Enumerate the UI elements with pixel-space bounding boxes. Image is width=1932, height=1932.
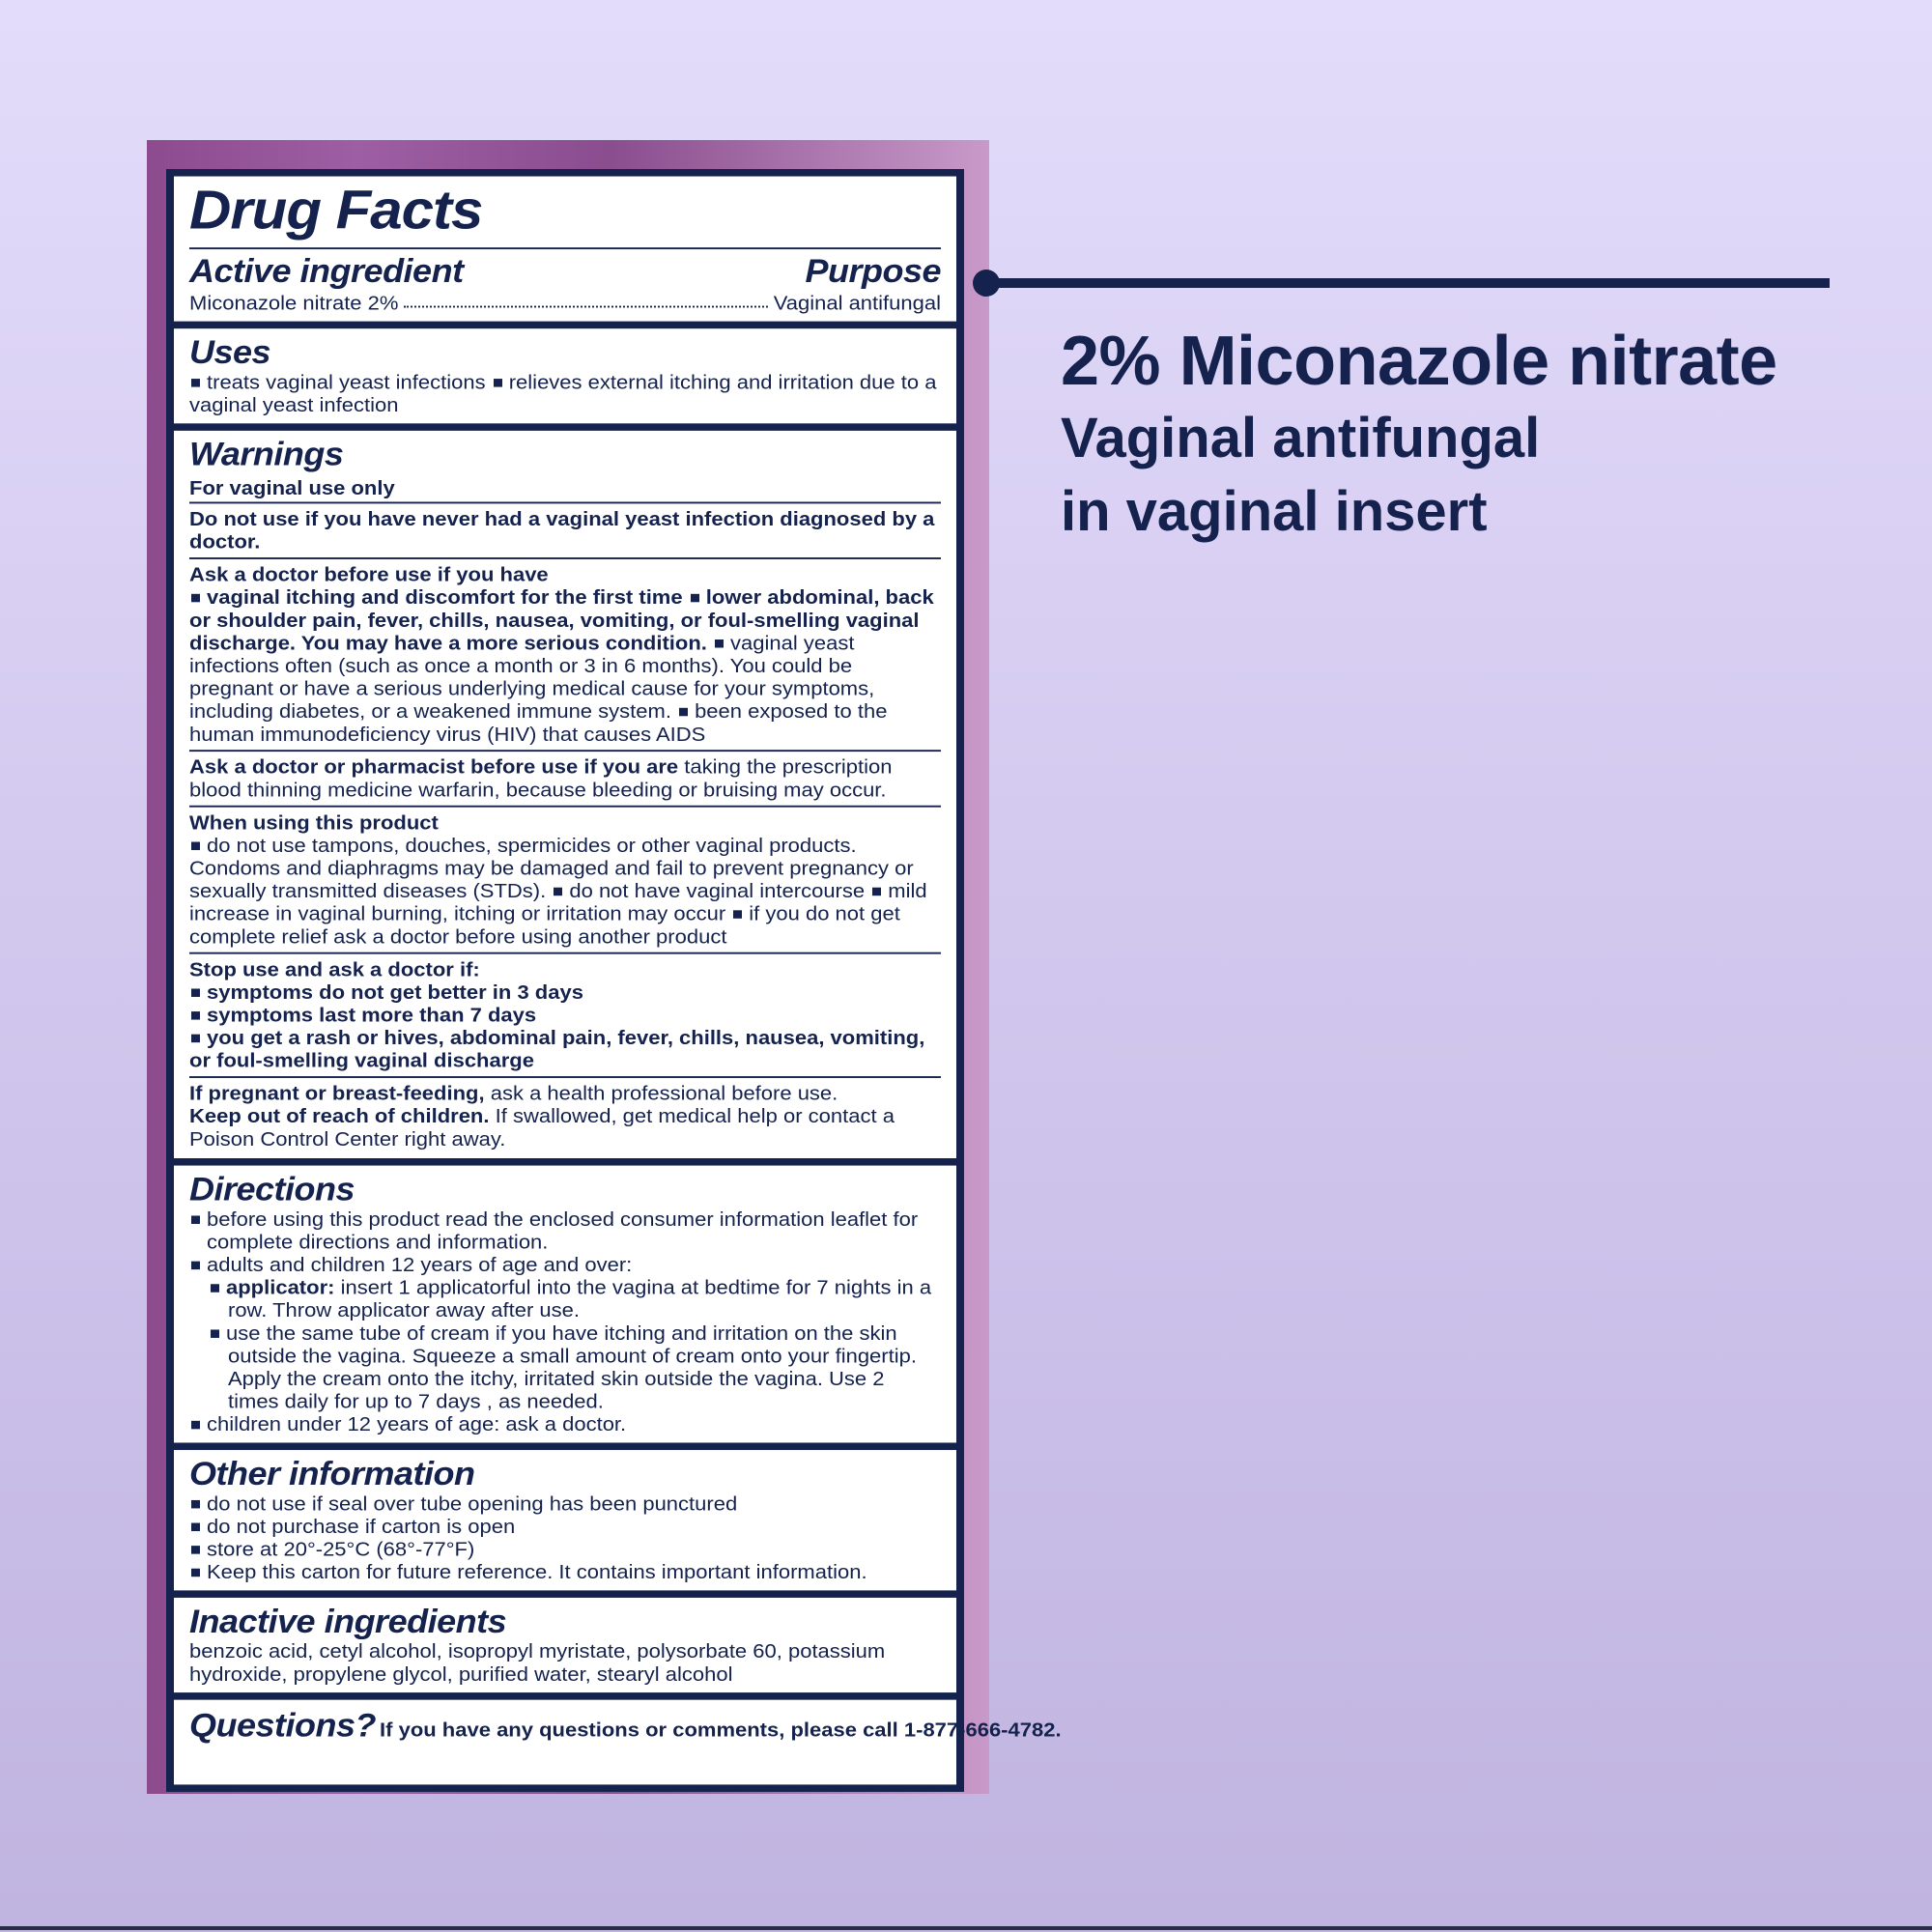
ask-doctor-block (189, 557, 941, 750)
drug-facts-label (166, 169, 1062, 1792)
bullet-icon (679, 707, 688, 715)
other-information-heading: Other information (189, 1454, 475, 1492)
warnings-heading: Warnings (189, 435, 344, 473)
questions-text: If you have any questions or comments, please call 1-877-666-4782. (380, 1718, 1062, 1742)
when-using-heading: When using this product (189, 810, 439, 835)
bullet-icon (191, 1421, 200, 1429)
bullet-icon (191, 1261, 200, 1268)
ask-doctor-item: lower abdominal, back or shoulder pain, fever, chills, nausea, vomiting, or foul-smelling vaginal discharge. You may have a more serious condition. (189, 585, 934, 655)
when-using-item: do not use tampons, douches, spermicides or other vaginal products. Condoms and diaphragms may be damaged and fail to prevent pregnancy or sexually transmitted diseases (STDs). (189, 834, 914, 902)
when-using-block (189, 806, 941, 952)
questions-section (174, 1700, 1062, 1751)
uses-item: relieves external itching and irritation due to a vaginal yeast infection (189, 370, 937, 416)
bullet-icon (715, 639, 724, 647)
directions-item: before using this product read the enclosed consumer information leaflet for complete directions and information. (207, 1207, 919, 1254)
bullet-icon (494, 379, 502, 386)
directions-item: children under 12 years of age: ask a doctor. (207, 1412, 627, 1435)
pregnant-text: ask a health professional before use. (490, 1081, 838, 1105)
bullet-icon (191, 379, 200, 386)
pregnancy-block (189, 1076, 941, 1154)
directions-section (174, 1166, 956, 1450)
bullet-icon (733, 910, 742, 918)
when-using-item: if you do not get complete relief ask a doctor before using another product (189, 901, 900, 949)
pharmacist-text: taking the prescription blood thinning medicine warfarin, because bleeding or bruising may occur. (189, 754, 893, 802)
directions-heading: Directions (189, 1170, 355, 1208)
drug-facts-panel (147, 140, 1062, 1794)
bottom-divider (0, 1926, 1932, 1930)
bullet-icon (191, 1568, 200, 1576)
other-information-text (189, 1492, 941, 1582)
ask-doctor-item: been exposed to the human immunodeficiency virus (HIV) that causes AIDS (189, 699, 888, 746)
other-information-item: store at 20°-25°C (68°-77°F) (207, 1537, 475, 1561)
bullet-icon (554, 887, 562, 895)
drug-facts-header-section (174, 177, 956, 329)
pharmacist-block (189, 750, 941, 806)
bullet-icon (691, 594, 699, 602)
directions-item: adults and children 12 years of age and over: (207, 1253, 633, 1276)
callout-connector-dot (973, 270, 1000, 297)
uses-heading: Uses (189, 332, 271, 371)
other-information-item: do not use if seal over tube opening has been punctured (207, 1492, 738, 1516)
callout-subline: in vaginal insert (1061, 480, 1488, 543)
active-ingredient-heading: Active ingredient (189, 251, 464, 290)
stop-use-item: you get a rash or hives, abdominal pain, fever, chills, nausea, vomiting, or foul-smelling vaginal discharge (189, 1026, 925, 1072)
inactive-ingredients-section (174, 1598, 956, 1700)
ask-doctor-item: vaginal yeast infections often (such as once a month or 3 in 6 months). You could be pregnant or have a serious underlying medical cause for your symptoms, including diabetes, or a weakened immune system. (189, 631, 875, 723)
bullet-icon (872, 887, 881, 895)
bullet-icon (191, 1522, 200, 1530)
bullet-icon (211, 1329, 219, 1337)
callout-connector-line (987, 278, 1830, 288)
stop-use-item: symptoms do not get better in 3 days (207, 980, 583, 1004)
reach-heading: Keep out of reach of children. (189, 1104, 490, 1127)
stop-use-item: symptoms last more than 7 days (207, 1003, 537, 1027)
uses-item: treats vaginal yeast infections (207, 370, 486, 394)
pregnant-heading: If pregnant or breast-feeding, (189, 1081, 485, 1105)
bullet-icon (191, 1215, 200, 1223)
bullet-icon (191, 1546, 200, 1553)
vaginal-use-warning: For vaginal use only (189, 476, 395, 499)
uses-text (189, 371, 941, 416)
cream-text: use the same tube of cream if you have itching and irritation on the skin outside the vagina. Squeeze a small amount of cream onto your fingertip. Apply the cream onto the itchy, irritated skin outside the vagina. Use 2 times daily for up to 7 days , as needed. (226, 1321, 917, 1413)
applicator-text: insert 1 applicatorful into the vagina at bedtime for 7 nights in a row. Throw applicator away after use. (228, 1275, 932, 1321)
purpose-heading: Purpose (805, 251, 941, 290)
ask-doctor-item: vaginal itching and discomfort for the first time (207, 585, 683, 609)
purpose-value: Vaginal antifungal (773, 291, 941, 315)
active-ingredient-header-row (189, 247, 941, 289)
bullet-icon (191, 841, 200, 849)
stop-use-block (189, 952, 941, 1076)
questions-heading: Questions? (189, 1706, 377, 1744)
uses-section (174, 328, 956, 431)
applicator-label: applicator: (226, 1275, 335, 1299)
directions-text (189, 1208, 941, 1435)
reach-text: If swallowed, get medical help or contact a Poison Control Center right away. (189, 1104, 895, 1151)
bullet-icon (191, 1500, 200, 1508)
callout-text (1061, 321, 1891, 549)
bullet-icon (191, 1034, 200, 1041)
active-ingredient-value: Miconazole nitrate 2% (189, 291, 399, 315)
pharmacist-heading: Ask a doctor or pharmacist before use if you are (189, 754, 679, 779)
stop-use-heading: Stop use and ask a doctor if: (189, 957, 480, 980)
bullet-icon (191, 594, 200, 602)
other-information-section (174, 1450, 956, 1598)
bullet-icon (211, 1284, 219, 1292)
ask-doctor-heading: Ask a doctor before use if you have (189, 562, 549, 586)
drug-facts-title: Drug Facts (189, 179, 483, 241)
callout-headline: 2% Miconazole nitrate (1061, 323, 1777, 400)
callout-subline: Vaginal antifungal (1061, 407, 1541, 469)
bullet-icon (191, 1011, 200, 1019)
bullet-icon (191, 988, 200, 996)
other-information-item: do not purchase if carton is open (207, 1515, 516, 1538)
when-using-item: mild increase in vaginal burning, itching or irritation may occur (189, 879, 927, 925)
do-not-use-warning: Do not use if you have never had a vaginal yeast infection diagnosed by a doctor. (189, 501, 941, 557)
active-ingredient-row (189, 291, 941, 314)
other-information-item: Keep this carton for future reference. It contains important information. (207, 1560, 867, 1583)
leader-dots (404, 306, 767, 308)
warnings-section (174, 431, 956, 1166)
inactive-ingredients-heading: Inactive ingredients (189, 1602, 507, 1640)
when-using-item: do not have vaginal intercourse (569, 879, 866, 902)
inactive-ingredients-text: benzoic acid, cetyl alcohol, isopropyl myristate, polysorbate 60, potassium hydroxide, propylene glycol, purified water, stearyl alcohol (189, 1639, 886, 1686)
